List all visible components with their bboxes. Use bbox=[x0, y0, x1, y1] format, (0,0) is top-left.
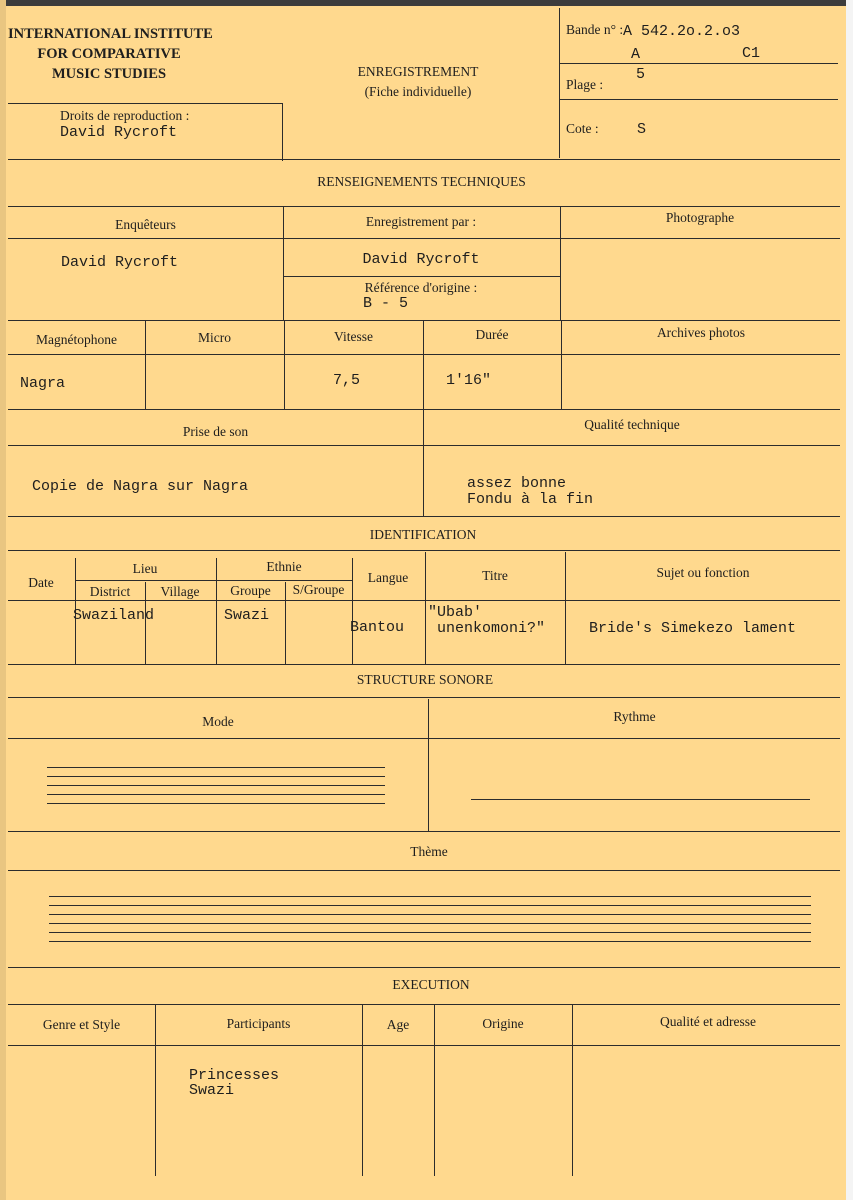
ident-col-ethnie bbox=[216, 558, 217, 664]
theme-line-2 bbox=[49, 905, 811, 906]
qualite-value-2: Fondu à la fin bbox=[467, 491, 594, 508]
sujet-label: Sujet ou fonction bbox=[656, 565, 750, 580]
equip-col-2 bbox=[284, 321, 285, 409]
equip-bottom-rule bbox=[8, 409, 840, 410]
duree-value: 1'16" bbox=[446, 372, 492, 389]
institute-name-line1: INTERNATIONAL INSTITUTE bbox=[8, 26, 213, 42]
enregistrement-value: David Rycroft bbox=[362, 251, 480, 268]
equip-col-1 bbox=[145, 321, 146, 409]
rights-value: David Rycroft bbox=[60, 124, 178, 141]
bande-label: Bande n° : bbox=[566, 22, 624, 37]
form-title: ENREGISTREMENT bbox=[357, 64, 479, 79]
plage-value: 5 bbox=[636, 66, 646, 83]
theme-line-3 bbox=[49, 914, 811, 915]
cote-label: Cote : bbox=[566, 121, 599, 136]
bande-sub-c1: C1 bbox=[742, 45, 761, 62]
qualite-value-1: assez bonne bbox=[467, 475, 567, 492]
structure-section-title: STRUCTURE SONORE bbox=[356, 672, 494, 687]
theme-line-1 bbox=[49, 896, 811, 897]
exec-col-3 bbox=[434, 1005, 435, 1176]
plage-underline bbox=[560, 99, 838, 100]
prise-value: Copie de Nagra sur Nagra bbox=[32, 478, 249, 495]
mode-line-5 bbox=[47, 803, 385, 804]
archives-label: Archives photos bbox=[656, 325, 746, 340]
mode-rythme-col bbox=[428, 699, 429, 831]
mode-line-4 bbox=[47, 794, 385, 795]
mode-header-rule bbox=[8, 738, 840, 739]
exec-col-2 bbox=[362, 1005, 363, 1176]
reference-value: B - 5 bbox=[363, 295, 409, 312]
ethnie-label: Ethnie bbox=[266, 559, 302, 574]
equip-col-4 bbox=[561, 321, 562, 409]
scan-edge-right bbox=[846, 0, 853, 1200]
participants-label: Participants bbox=[226, 1016, 291, 1031]
identification-section-title: IDENTIFICATION bbox=[369, 527, 477, 542]
participants-value-2: Swazi bbox=[189, 1082, 235, 1099]
ident-header-rule bbox=[8, 600, 840, 601]
equip-header-rule bbox=[8, 354, 840, 355]
structure-title-rule bbox=[8, 697, 840, 698]
titre-label: Titre bbox=[482, 568, 508, 583]
groupe-label: Groupe bbox=[230, 583, 271, 598]
groupe-value: Swazi bbox=[224, 607, 270, 624]
enregistrement-label: Enregistrement par : bbox=[365, 214, 477, 229]
theme-label: Thème bbox=[410, 844, 448, 859]
technical-bottom-rule bbox=[8, 516, 840, 517]
mode-label: Mode bbox=[202, 714, 234, 729]
theme-line-5 bbox=[49, 932, 811, 933]
prise-label: Prise de son bbox=[182, 424, 249, 439]
prise-col bbox=[423, 410, 424, 516]
lieu-ethnie-subrule bbox=[75, 580, 352, 581]
reference-label: Référence d'origine : bbox=[364, 280, 478, 295]
age-label: Age bbox=[386, 1017, 410, 1032]
execution-section-title: EXECUTION bbox=[392, 977, 470, 992]
theme-line-4 bbox=[49, 923, 811, 924]
langue-label: Langue bbox=[367, 570, 409, 585]
rythme-line bbox=[471, 799, 810, 800]
participants-value-1: Princesses bbox=[189, 1067, 280, 1084]
date-label: Date bbox=[28, 575, 54, 590]
theme-title-rule bbox=[8, 870, 840, 871]
ident-col-titre bbox=[425, 552, 426, 664]
district-value: Swaziland bbox=[73, 607, 155, 624]
institute-name-line2: FOR COMPARATIVE bbox=[37, 46, 181, 62]
exec-header-rule bbox=[8, 1045, 840, 1046]
ident-col-langue bbox=[352, 558, 353, 664]
form-subtitle: (Fiche individuelle) bbox=[364, 84, 472, 99]
mode-line-3 bbox=[47, 785, 385, 786]
tech-col-2 bbox=[560, 207, 561, 320]
tech-row2-rule bbox=[8, 320, 840, 321]
technical-title-rule bbox=[8, 206, 840, 207]
rights-label: Droits de reproduction : bbox=[60, 108, 190, 123]
ident-col-sujet bbox=[565, 552, 566, 664]
header-bottom-rule bbox=[8, 159, 840, 160]
village-label: Village bbox=[160, 584, 200, 599]
header-right-divider bbox=[559, 8, 560, 158]
reference-rule bbox=[284, 276, 560, 277]
mode-bottom-rule bbox=[8, 831, 840, 832]
sgroupe-label: S/Groupe bbox=[292, 582, 345, 597]
plage-label: Plage : bbox=[566, 77, 604, 92]
origine-label: Origine bbox=[482, 1016, 524, 1031]
district-label: District bbox=[89, 584, 131, 599]
execution-title-rule bbox=[8, 1004, 840, 1005]
qualite-technique-label: Qualité technique bbox=[584, 417, 680, 432]
rights-box-right bbox=[282, 103, 283, 161]
bande-value: A 542.2o.2.o3 bbox=[623, 23, 741, 40]
enqueteurs-label: Enquêteurs bbox=[115, 217, 176, 232]
tech-header-rule bbox=[8, 238, 840, 239]
exec-col-1 bbox=[155, 1005, 156, 1176]
photographe-label: Photographe bbox=[665, 210, 735, 225]
rythme-label: Rythme bbox=[613, 709, 656, 724]
duree-label: Durée bbox=[475, 327, 509, 342]
titre-value-1: "Ubab' bbox=[428, 604, 483, 621]
theme-line-6 bbox=[49, 941, 811, 942]
qualite-adresse-label: Qualité et adresse bbox=[660, 1014, 756, 1029]
langue-value: Bantou bbox=[350, 619, 405, 636]
micro-label: Micro bbox=[198, 330, 231, 345]
magnetophone-label: Magnétophone bbox=[36, 332, 117, 347]
mode-line-1 bbox=[47, 767, 385, 768]
institute-name-line3: MUSIC STUDIES bbox=[51, 66, 167, 82]
technical-section-title: RENSEIGNEMENTS TECHNIQUES bbox=[317, 174, 526, 189]
equip-col-3 bbox=[423, 321, 424, 409]
identification-title-rule bbox=[8, 550, 840, 551]
scan-edge-top bbox=[0, 0, 853, 6]
cote-value: S bbox=[637, 121, 647, 138]
vitesse-value: 7,5 bbox=[333, 372, 361, 389]
prise-header-rule bbox=[8, 445, 840, 446]
vitesse-label: Vitesse bbox=[334, 329, 373, 344]
identification-bottom-rule bbox=[8, 664, 840, 665]
exec-col-4 bbox=[572, 1005, 573, 1176]
rights-box-top bbox=[8, 103, 283, 104]
titre-value-2: unenkomoni?" bbox=[437, 620, 546, 637]
lieu-label: Lieu bbox=[132, 561, 158, 576]
structure-bottom-rule bbox=[8, 967, 840, 968]
genre-label: Genre et Style bbox=[42, 1017, 121, 1032]
ident-col-sgroupe bbox=[285, 582, 286, 664]
sujet-value: Bride's Simekezo lament bbox=[589, 620, 797, 637]
magnetophone-value: Nagra bbox=[20, 375, 66, 392]
bande-underline bbox=[560, 63, 838, 64]
mode-line-2 bbox=[47, 776, 385, 777]
enqueteurs-value: David Rycroft bbox=[61, 254, 179, 271]
bande-sub-a: A bbox=[631, 46, 641, 63]
